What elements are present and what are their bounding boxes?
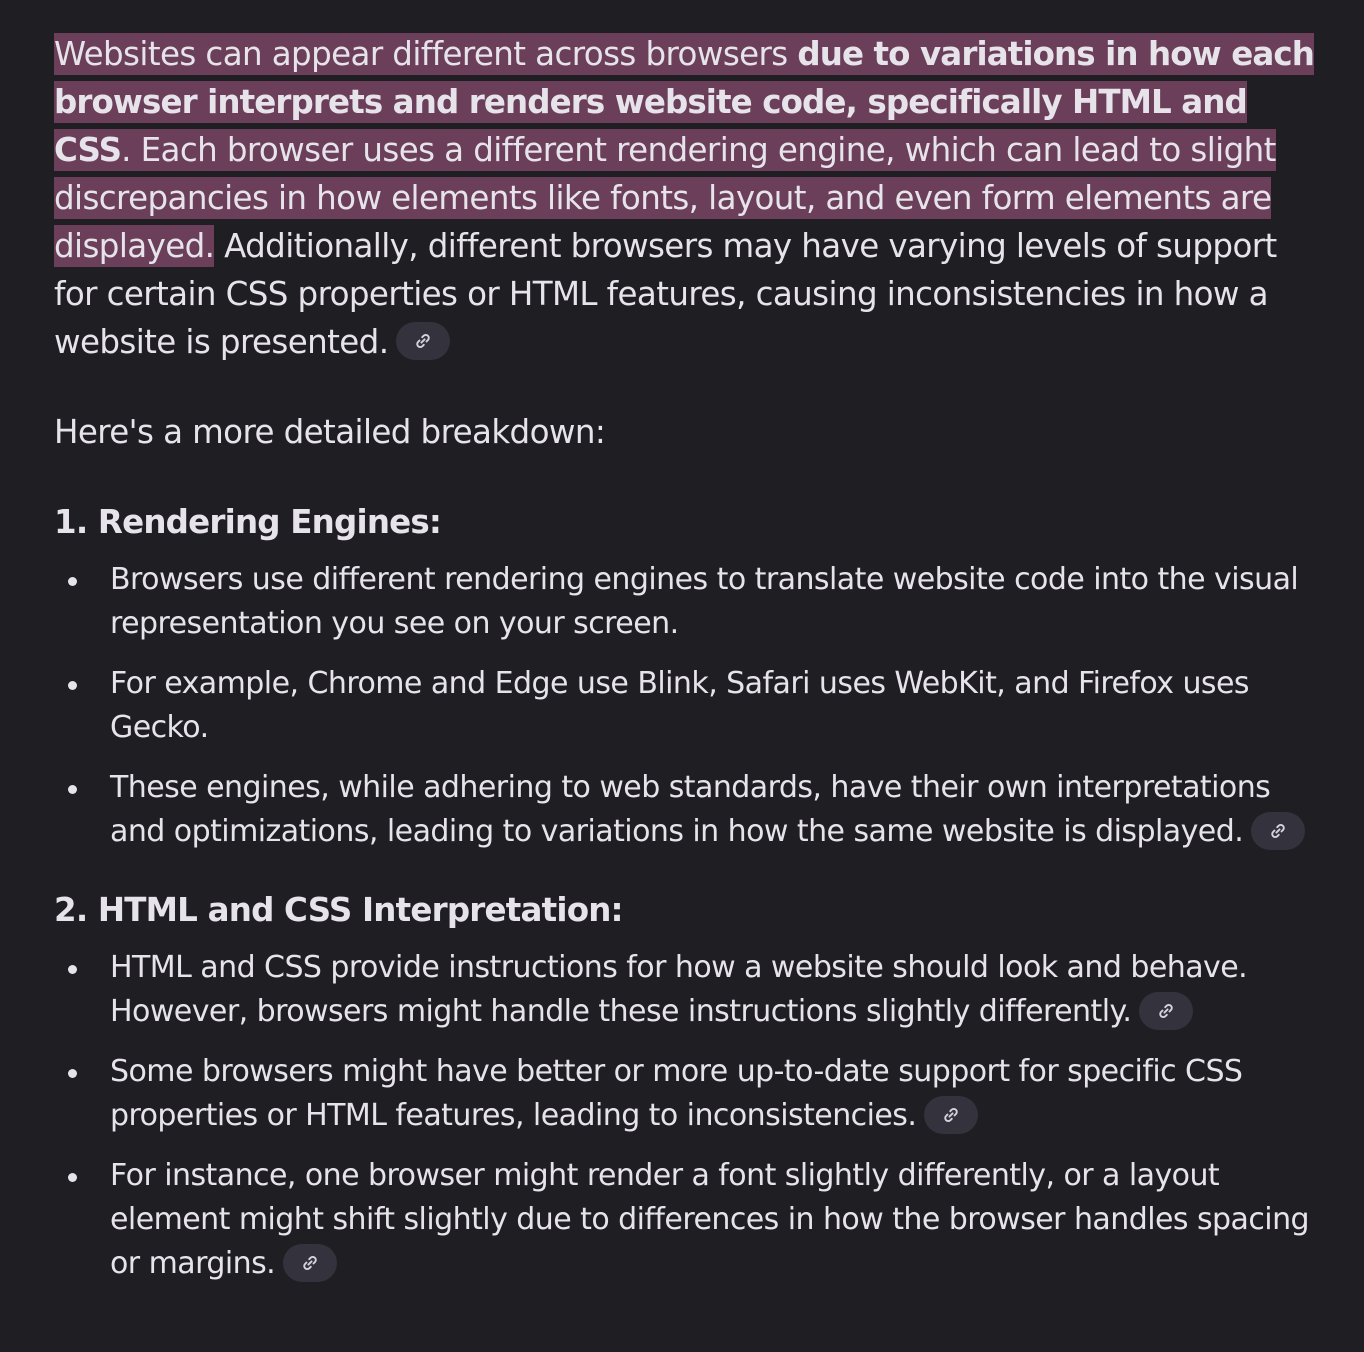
rendering-engines-list: [54, 558, 1322, 854]
intro-rest: Additionally, different browsers may have varying levels of support for certain CSS properties or HTML features, causing inconsistencies in how a website is presented.: [54, 227, 1277, 361]
list-item: [54, 662, 1322, 750]
source-link-chip[interactable]: [1251, 812, 1305, 850]
link-icon: [942, 1106, 960, 1124]
link-icon: [301, 1254, 319, 1272]
list-item: [54, 946, 1322, 1034]
source-link-chip[interactable]: [924, 1096, 978, 1134]
source-link-chip[interactable]: [396, 322, 450, 360]
link-icon: [1157, 1002, 1175, 1020]
link-icon: [414, 332, 432, 350]
list-item-text: Browsers use different rendering engines to translate website code into the visual representation you see on your screen.: [110, 562, 1299, 641]
highlight-plain-2: . Each browser uses a different rendering engine, which can lead to slight discrepancies in how elements like fonts, layout, and even form elements are displayed.: [54, 131, 1276, 265]
list-item-text: Some browsers might have better or more up-to-date support for specific CSS properties or HTML features, leading to inconsistencies.: [110, 1054, 1243, 1133]
list-item: [54, 766, 1322, 854]
intro-paragraph: [54, 30, 1322, 366]
highlight-bold: due to variations in how each browser interprets and renders website code, specifically HTML and CSS: [54, 35, 1314, 169]
list-item-text: For instance, one browser might render a font slightly differently, or a layout element might shift slightly due to differences in how the browser handles spacing or margins.: [110, 1158, 1310, 1281]
link-icon: [1269, 822, 1287, 840]
bullet-dot: [68, 1173, 77, 1182]
list-item-text: For example, Chrome and Edge use Blink, Safari uses WebKit, and Firefox uses Gecko.: [110, 666, 1249, 745]
bullet-dot: [68, 1069, 77, 1078]
section-title-html-css: 2. HTML and CSS Interpretation:: [54, 891, 623, 929]
breakdown-heading: Here's a more detailed breakdown:: [54, 413, 606, 451]
section-title-rendering-engines: 1. Rendering Engines:: [54, 503, 442, 541]
bullet-dot: [68, 785, 77, 794]
bullet-dot: [68, 965, 77, 974]
list-item-text: These engines, while adhering to web standards, have their own interpretations and optimizations, leading to variations in how the same website is displayed.: [110, 770, 1271, 849]
highlight-plain-1: Websites can appear different across browsers: [54, 35, 798, 73]
bullet-dot: [68, 577, 77, 586]
list-item: [54, 1050, 1322, 1138]
source-link-chip[interactable]: [283, 1244, 337, 1282]
response-body: [54, 30, 1322, 1302]
list-item: [54, 1154, 1322, 1286]
bullet-dot: [68, 681, 77, 690]
source-link-chip[interactable]: [1139, 992, 1193, 1030]
list-item-text: HTML and CSS provide instructions for how a website should look and behave. However, browsers might handle these instructions slightly differently.: [110, 950, 1248, 1029]
html-css-list: [54, 946, 1322, 1286]
list-item: [54, 558, 1322, 646]
